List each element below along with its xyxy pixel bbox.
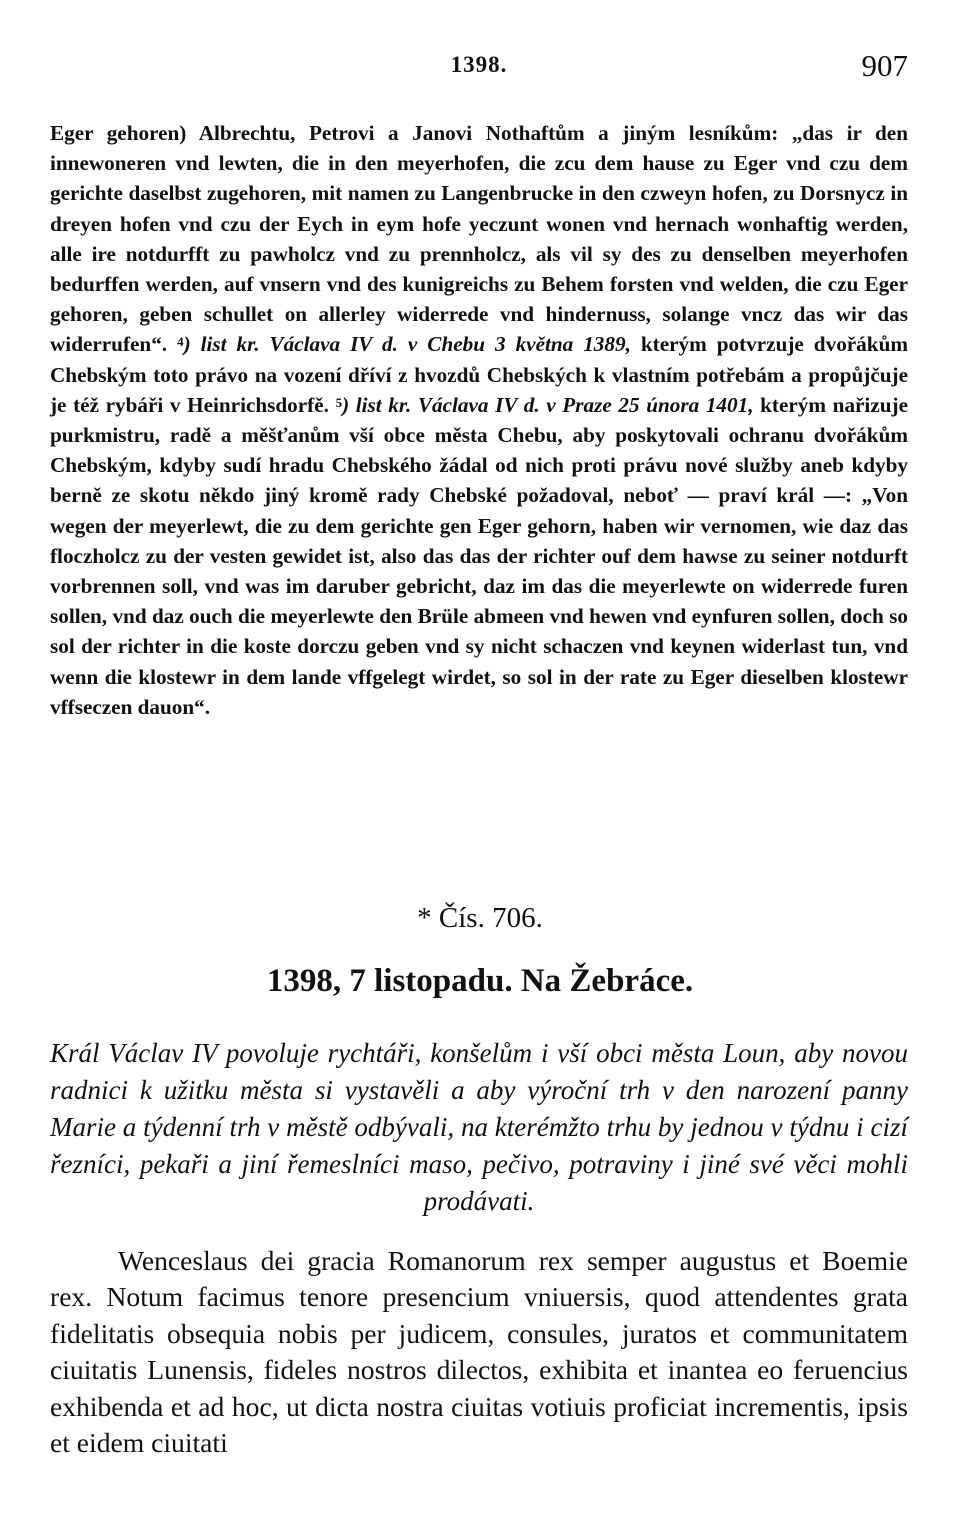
footnote-marker-5: 5 (335, 394, 343, 410)
footnote-marker-4: 4 (177, 334, 184, 350)
commentary-text-3: kterým nařizuje purkmistru, radě a měšťanům vší obce města Chebu, aby poskytovali ochranu dvořákům Chebským, kdyby sudí hradu Chebského žádal od nich proti právu nové služby aneb kdyby berně ze skotu někdo jiný kromě rady Chebské požadoval, neboť — praví král —: „Von wegen der meyerlewt, die zu dem gerichte gen Eger gehorn, haben wir vernomen, wie daz das floczholcz zu der vesten gewidet ist, also das das der richter ouf dem hawse zu seiner notdurft vorbrennen soll, vnd was im daruber gebricht, daz im das die meyerlewte on widerrede furen sollen, vnd daz ouch die meyerlewte den Brüle abmeen vnd hewen vnd eynfuren sollen, doch so sol der richter in die koste dorczu geben vnd sy nicht schaczen vnd keynen widerlast tun, vnd wenn die klostewr in dem lande vffgelegt wirdet, so sol in der rate zu Eger dieselben klostewr vffseczen dauon“. (50, 392, 908, 719)
document-number: * Čís. 706. (417, 902, 543, 934)
running-head (50, 48, 908, 83)
document-date-place: 1398, 7 listopadu. Na Žebráce. (266, 963, 694, 999)
commentary-text-1: Eger gehoren) Albrechtu, Petrovi a Janovi Nothaftům a jiným lesníkům: „das ir den innewoneren vnd lewten, die in den meyerhofen, die zcu dem hause zu Eger vnd czu dem gerichte daselbst zugehoren, mit namen zu Langenbrucke in den czweyn hofen, zu Dorsnycz in dreyen hofen vnd czu der Eych in eym hofe yeczunt wonen vnd hernach wonhaftig werden, alle ire notdurfft zu pawholcz vnd zu prennholcz, als vil sy des zu denselben meyerhofen bedurffen werden, auf vnsern vnd des kunigreichs zu Behem forsten vnd welden, die czu Eger gehoren, geben schullet on allerley widerrede vnd hindernuss, solange vncz das wir das widerrufen“. (50, 121, 908, 357)
commentary-text-2: kterým potvrzuje dvořákům Chebským toto právo na vození dříví z hvozdů Chebských k vlastním potřebám a propůjčuje je též rybáři v Heinrichsdorfě. (50, 332, 908, 417)
running-head-year: 1398. (450, 52, 508, 77)
document-latin-text: Wenceslaus dei gracia Romanorum rex semper augustus et Boemie rex. Notum facimus tenore presencium vniuersis, quod attendentes grata fidelitatis obsequia nobis per judicem, consules, juratos et communitatem ciuitatis Lunensis, fideles nostros dilectos, exhibita et inantea eo feruencius exhibenda et ad hoc, ut dicta nostra ciuitas votiuis proficiat incrementis, ipsis et eidem ciuitati (50, 1245, 908, 1459)
document-summary: Král Václav IV povoluje rychtáři, konšelům i vší obci města Loun, aby novou radnici k užitku města si vystavěli a aby výroční trh v den narození panny Marie a týdenní trh v městě odbývali, na kterémžto trhu by jednou v týdnu i cizí řezníci, pekaři a jiní řemeslníci maso, pečivo, potraviny i jiné své věci mohli prodávati. (50, 1038, 908, 1216)
footnote-reference-5: ) list kr. Václava IV d. v Praze 25 února 1401, (342, 392, 754, 417)
footnote-commentary (50, 118, 908, 722)
footnote-reference-4: ) list kr. Václava IV d. v Chebu 3 května 1389, (183, 332, 631, 357)
page-number: 907 (861, 48, 908, 83)
